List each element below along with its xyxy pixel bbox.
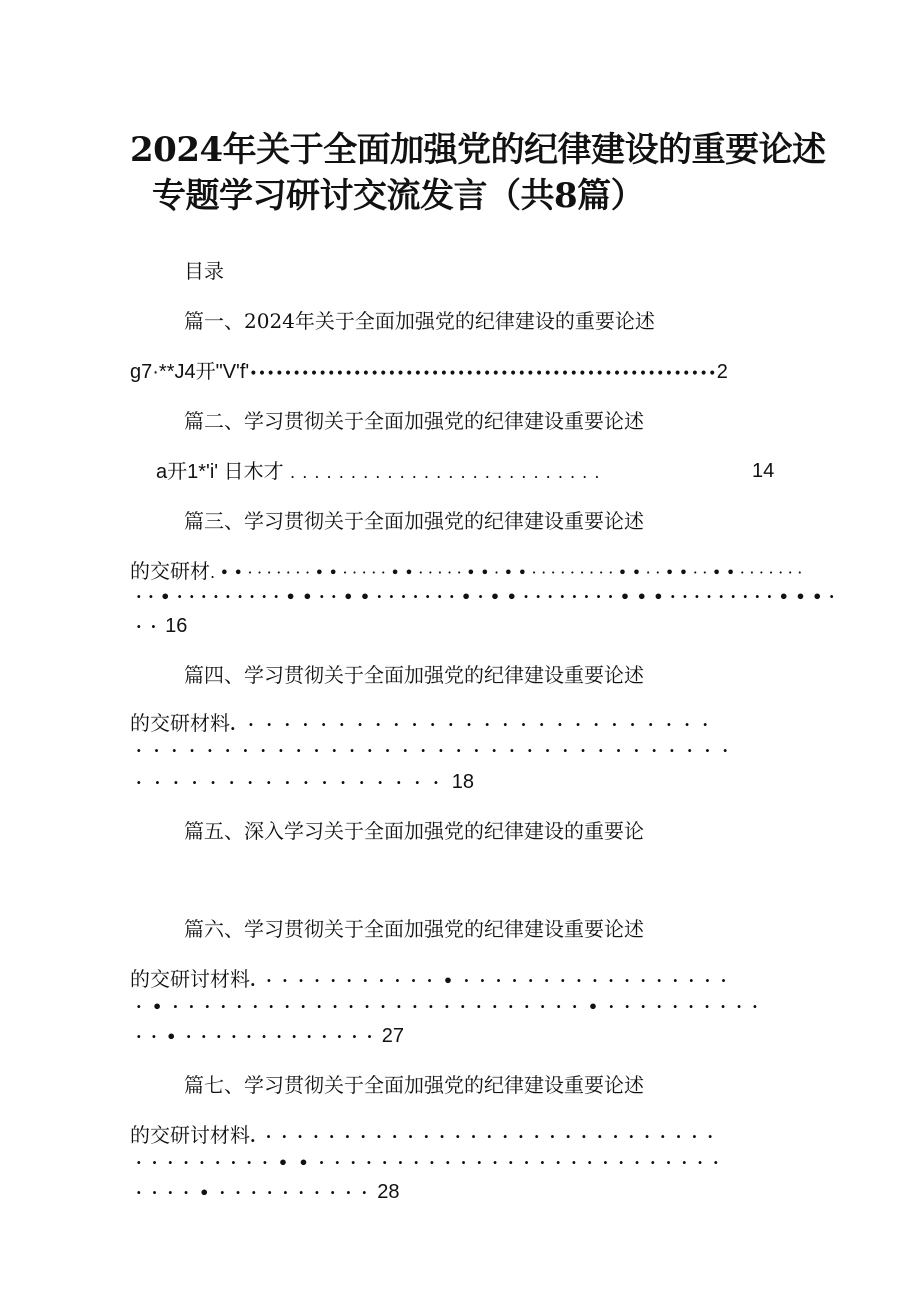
toc-heading: 目录: [184, 259, 224, 283]
toc-entry-3-text: 的交研材: [130, 559, 210, 583]
toc-entry-1-garbled-text: g7·**J4开"V'f': [130, 361, 250, 383]
toc-entry-3-dots-line-1: .••·······••·····••·····••·••·········••··••··••·······: [210, 563, 807, 582]
toc-entry-4-last-line[interactable]: [136, 768, 474, 796]
toc-entry-3-last-line[interactable]: [136, 612, 187, 640]
toc-entry-2-garbled-text: a开1*'i' 日木才: [156, 461, 284, 483]
toc-entry-6-dots-line-2: ·•··························•··········: [136, 997, 769, 1016]
toc-entry-4-leader[interactable]: [130, 710, 721, 738]
toc-entry-2-page: 14: [752, 460, 775, 482]
toc-entry-6-dots-line-1: .···········•·················: [250, 971, 737, 990]
toc-entry-1-leader[interactable]: [130, 358, 728, 387]
toc-entry-3-dots-line-3: ··: [136, 617, 166, 636]
toc-entry-4-dots-line-1: .··························: [230, 715, 721, 734]
toc-entry-7-dots-line-2: ·········••··························: [136, 1153, 729, 1172]
toc-entry-6-heading[interactable]: 篇六、学习贯彻关于全面加强党的纪律建设重要论述: [184, 917, 644, 941]
toc-entry-7-heading[interactable]: 篇七、学习贯彻关于全面加强党的纪律建设重要论述: [184, 1073, 644, 1097]
toc-entry-2-dots: . . . . . . . . . . . . . . . . . . . . . . . . . .: [290, 463, 601, 482]
document-title-line-1: 2024年关于全面加强党的纪律建设的重要论述: [130, 130, 826, 170]
toc-entry-1-heading[interactable]: 篇一、2024年关于全面加强党的纪律建设的重要论述: [184, 309, 655, 333]
toc-entry-2-heading[interactable]: 篇二、学习贯彻关于全面加强党的纪律建设重要论述: [184, 409, 644, 433]
toc-entry-1-page: 2: [716, 361, 728, 383]
toc-entry-5-heading[interactable]: 篇五、深入学习关于全面加强党的纪律建设的重要论: [184, 819, 644, 843]
toc-entry-3-leader[interactable]: [130, 558, 807, 586]
toc-entry-3-heading[interactable]: 篇三、学习贯彻关于全面加强党的纪律建设重要论述: [184, 509, 644, 533]
toc-entry-2-leader[interactable]: [156, 458, 600, 486]
toc-entry-4-page: 18: [451, 771, 474, 793]
toc-entry-6-text: 的交研讨材料: [130, 967, 250, 991]
toc-entry-1-dots: ••••••••••••••••••••••••••••••••••••••••••••••••••••••: [249, 366, 717, 382]
toc-entry-4-heading[interactable]: 篇四、学习贯彻关于全面加强党的纪律建设重要论述: [184, 663, 644, 687]
toc-entry-7-page: 28: [377, 1181, 400, 1203]
toc-entry-6-dots-line-3: ··•·············: [136, 1027, 382, 1046]
document-title-line-2: 专题学习研讨交流发言（共8篇）: [152, 176, 645, 216]
toc-entry-6-leader[interactable]: [130, 966, 737, 994]
toc-entry-7-text: 的交研讨材料: [130, 1123, 250, 1147]
toc-entry-4-dots-line-2: ··································: [136, 741, 741, 760]
toc-entry-3-dots-line-2: ··•·········••··••·······•·••········•••·········•••·: [136, 587, 841, 606]
toc-entry-7-dots-line-1: .·····························: [250, 1127, 724, 1146]
toc-entry-7-leader[interactable]: [130, 1122, 723, 1150]
toc-entry-7-dots-line-3: ····•··········: [136, 1183, 378, 1202]
toc-entry-4-text: 的交研材料: [130, 711, 230, 735]
toc-entry-7-last-line[interactable]: [136, 1178, 399, 1206]
toc-entry-4-dots-line-3: ·················: [136, 773, 452, 792]
toc-entry-6-page: 27: [381, 1025, 405, 1047]
toc-entry-3-page: 16: [165, 615, 188, 637]
toc-entry-6-last-line[interactable]: [136, 1022, 404, 1050]
